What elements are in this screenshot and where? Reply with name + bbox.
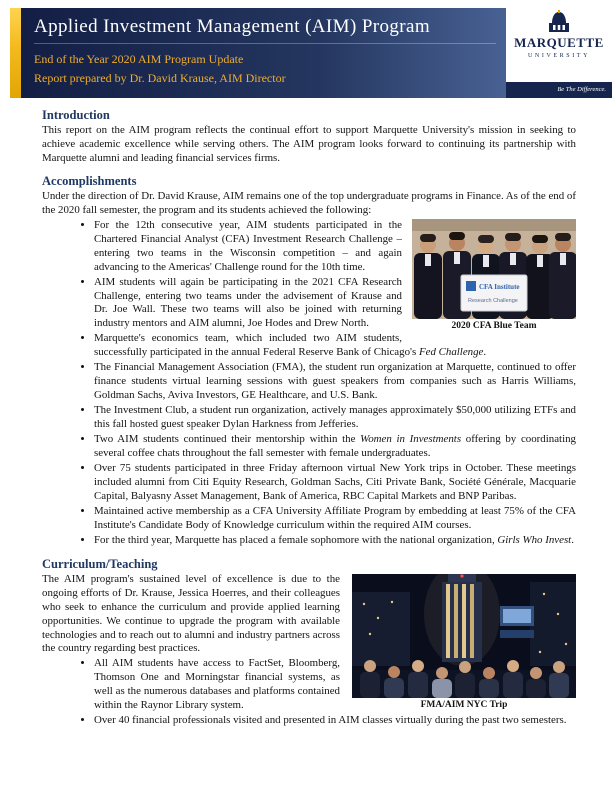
cfa-sign (461, 275, 527, 311)
logo-marquette-text: MARQUETTE (514, 35, 604, 50)
curriculum-heading: Curriculum/Teaching (42, 556, 158, 571)
list-item: • Over 40 financial professionals visited and presented in AIM classes virtually during the past two semesters. (94, 714, 576, 728)
gold-accent-bar (10, 8, 21, 98)
logo-tagline: Be The Difference. (506, 82, 612, 98)
report-body (0, 98, 616, 729)
list-item: • The Financial Management Association (FMA), the student run organization at Marquette, continued to offer finance students virtual learning sessions with guest speakers from companies such as Harris Williams, Goldman Sachs, Aviva Investors, GE Healthcare, and U.S. Bank. (94, 361, 576, 403)
list-item: • Two AIM students continued their mentorship within the Women in Investments offering by coordinating several coffee chats throughout the fall semester with female undergraduates. (94, 433, 576, 461)
nyc-trip-caption: FMA/AIM NYC Trip (420, 699, 508, 710)
nyc-trip-photo (352, 574, 576, 698)
section-introduction (42, 108, 576, 166)
marquette-logo-upper (506, 8, 612, 82)
list-item: • For the 12th consecutive year, AIM students participated in the Chartered Financial Analyst (CFA) Investment Research Challenge – entering two teams in the Wisconsin competition – and again advancing to the Americas' Challenge round for the 10th time. (94, 219, 576, 275)
accomplishments-lead-paragraph: Under the direction of Dr. David Krause, AIM remains one of the top undergraduate programs in Finance. As of the end of the 2020 fall semester, the program and its students achieved the following: (42, 189, 576, 216)
introduction-paragraph: This report on the AIM program reflects the continual effort to support Marquette University's mission in seeking to achieve academic excellence while serving others. The AIM program looks forward to continuing its partnership with Marquette alumni and leading financial services firms. (42, 124, 576, 164)
section-accomplishments (42, 174, 576, 549)
svg-text:CFA Institute: CFA Institute (479, 282, 520, 291)
cfa-team-figure (412, 219, 576, 331)
list-item: • Marquette's economics team, which included two AIM students, successfully participated in the annual Federal Reserve Bank of Chicago's Fed Challenge. (94, 332, 576, 360)
section-curriculum (42, 557, 576, 729)
curriculum-paragraph: The AIM program's sustained level of excellence is due to the ongoing efforts of Dr. Krause, Jessica Hoerres, and their colleagues who seek to enhance the curriculum and provide applied learning opportunities. We continue to upgrade the program with available technologies and to reach out to alumni and industry partners across the country regarding best practices. (42, 572, 340, 655)
introduction-heading: Introduction (42, 108, 110, 122)
banner-divider (34, 43, 496, 44)
nyc-trip-figure (352, 574, 576, 710)
cfa-team-caption: 2020 CFA Blue Team (451, 320, 537, 331)
report-subtitle-author: Report prepared by Dr. David Krause, AIM Director (34, 71, 286, 86)
accomplishments-heading: Accomplishments (42, 173, 137, 188)
report-header (0, 8, 616, 98)
list-item: • Maintained active membership as a CFA University Affiliate Program by embedding at least 75% of the CFA Institute's Candidate Body of Knowledge curriculum within the required AIM courses. (94, 505, 576, 533)
report-subtitle-update: End of the Year 2020 AIM Program Update (34, 52, 244, 66)
marquette-logo (506, 8, 612, 98)
svg-text:Research Challenge: Research Challenge (468, 297, 518, 304)
marquette-emblem-icon (544, 10, 574, 34)
list-item: • All AIM students have access to FactSet, Bloomberg, Thomson One and Morningstar financial systems, as well as the numerous databases and platforms contained within the Raynor Library system. (94, 657, 576, 713)
report-title: Applied Investment Management (AIM) Program (34, 16, 431, 37)
logo-university-text: UNIVERSITY (528, 53, 590, 59)
list-item: • AIM students will again be participating in the 2021 CFA Research Challenge, entering two teams under the advisement of Krause and Dr. Joe Wall. These two teams will also be joined with returning industry mentors and AIM alumni, Joe Hodes and Drew North. (94, 276, 576, 332)
list-item: • Over 75 students participated in three Friday afternoon virtual New York trips in October. These meetings included alumni from Citi Equity Research, Goldman Sachs, Citi Private Bank, Société Générale, Macquarie Capital, Balyasny Asset Management, Bank of America, RBC Capital Markets and BNP Paribas. (94, 462, 576, 504)
list-item: • The Investment Club, a student run organization, actively manages approximately $50,000 utilizing ETFs and this fall hosted guest speaker Dylan Harkness from Jefferies. (94, 404, 576, 432)
list-item: • For the third year, Marquette has placed a female sophomore with the national organization, Girls Who Invest. (94, 534, 576, 548)
cfa-team-photo (412, 219, 576, 319)
